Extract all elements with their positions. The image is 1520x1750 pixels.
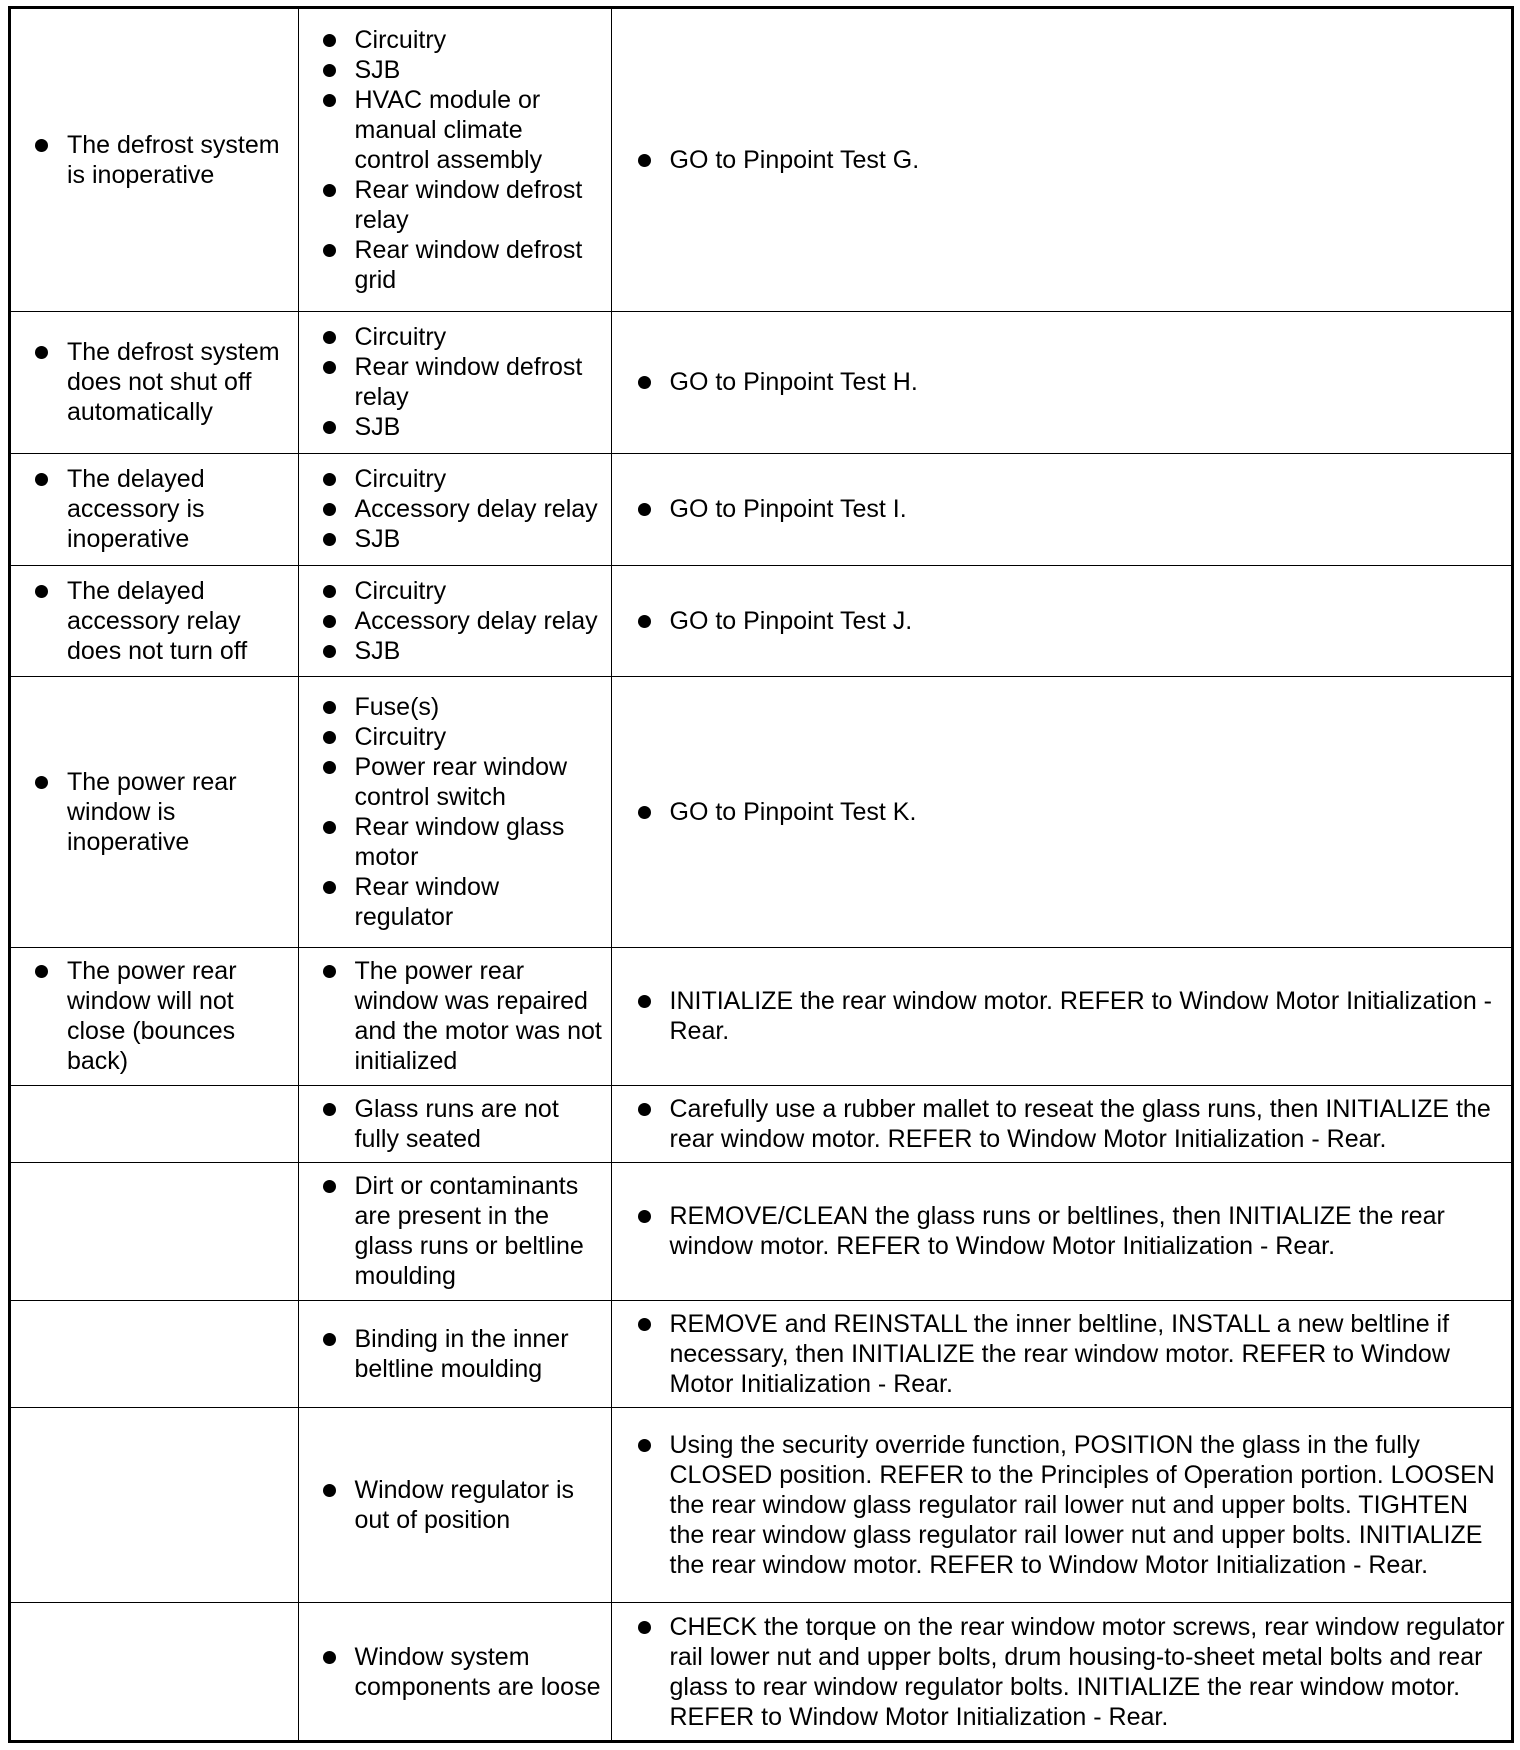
table-row	[11, 1300, 1511, 1407]
action-cell	[611, 1407, 1511, 1602]
causes-item: Rear window defrost relay	[323, 175, 605, 235]
causes-item: Circuitry	[323, 722, 605, 752]
condition-cell	[11, 9, 298, 312]
action-list	[638, 797, 1506, 827]
causes-list	[323, 1094, 605, 1154]
action-list	[638, 367, 1506, 397]
action-cell	[611, 1300, 1511, 1407]
causes-item: SJB	[323, 524, 605, 554]
causes-cell	[298, 1162, 611, 1300]
causes-list	[323, 1642, 605, 1702]
condition-cell	[11, 1162, 298, 1300]
table-row	[11, 566, 1511, 677]
condition-list	[35, 956, 292, 1076]
condition-cell	[11, 1085, 298, 1162]
action-cell	[611, 9, 1511, 312]
causes-list	[323, 25, 605, 295]
causes-list	[323, 1171, 605, 1291]
causes-item: Accessory delay relay	[323, 494, 605, 524]
causes-cell	[298, 9, 611, 312]
action-list	[638, 1201, 1506, 1261]
condition-cell	[11, 1300, 298, 1407]
action-cell	[611, 312, 1511, 453]
condition-item: The power rear window will not close (bounces back)	[35, 956, 292, 1076]
action-item: Carefully use a rubber mallet to reseat the glass runs, then INITIALIZE the rear window motor. REFER to Window Motor Initialization - Rear.	[638, 1094, 1506, 1154]
causes-item: Window system components are loose	[323, 1642, 605, 1702]
action-list	[638, 145, 1506, 175]
action-item: Using the security override function, POSITION the glass in the fully CLOSED position. REFER to the Principles of Operation portion. LOOSEN the rear window glass regulator rail lower nut and upper bolts. TIGHTEN the rear window glass regulator rail lower nut and upper bolts. INITIALIZE the rear window motor. REFER to Window Motor Initialization - Rear.	[638, 1430, 1506, 1580]
action-cell	[611, 453, 1511, 566]
action-item: GO to Pinpoint Test I.	[638, 494, 1506, 524]
condition-cell	[11, 1407, 298, 1602]
action-cell	[611, 947, 1511, 1085]
causes-item: Window regulator is out of position	[323, 1475, 605, 1535]
causes-item: Rear window regulator	[323, 872, 605, 932]
condition-cell	[11, 566, 298, 677]
causes-list	[323, 576, 605, 666]
condition-cell	[11, 677, 298, 947]
causes-list	[323, 956, 605, 1076]
table-row	[11, 312, 1511, 453]
causes-item: Binding in the inner beltline moulding	[323, 1324, 605, 1384]
causes-item: Circuitry	[323, 464, 605, 494]
causes-item: Rear window glass motor	[323, 812, 605, 872]
action-list	[638, 1309, 1506, 1399]
causes-item: SJB	[323, 412, 605, 442]
table-row	[11, 453, 1511, 566]
diagnostic-table-container	[8, 6, 1514, 1743]
condition-item: The delayed accessory relay does not turn off	[35, 576, 292, 666]
action-item: INITIALIZE the rear window motor. REFER to Window Motor Initialization - Rear.	[638, 986, 1506, 1046]
table-row	[11, 1603, 1511, 1740]
causes-item: Accessory delay relay	[323, 606, 605, 636]
action-list	[638, 606, 1506, 636]
causes-item: The power rear window was repaired and the motor was not initialized	[323, 956, 605, 1076]
condition-cell	[11, 1603, 298, 1740]
action-item: GO to Pinpoint Test J.	[638, 606, 1506, 636]
condition-cell	[11, 453, 298, 566]
causes-cell	[298, 1603, 611, 1740]
causes-list	[323, 1475, 605, 1535]
causes-list	[323, 464, 605, 554]
table-row	[11, 1085, 1511, 1162]
symptom-chart-body	[11, 9, 1511, 1740]
action-cell	[611, 1603, 1511, 1740]
causes-item: Power rear window control switch	[323, 752, 605, 812]
action-list	[638, 1094, 1506, 1154]
causes-item: Circuitry	[323, 25, 605, 55]
causes-cell	[298, 1085, 611, 1162]
causes-item: Fuse(s)	[323, 692, 605, 722]
causes-item: Rear window defrost grid	[323, 235, 605, 295]
action-item: GO to Pinpoint Test H.	[638, 367, 1506, 397]
table-row	[11, 1162, 1511, 1300]
condition-item: The defrost system is inoperative	[35, 130, 292, 190]
condition-list	[35, 337, 292, 427]
causes-item: Rear window defrost relay	[323, 352, 605, 412]
causes-item: Glass runs are not fully seated	[323, 1094, 605, 1154]
table-row	[11, 947, 1511, 1085]
action-item: GO to Pinpoint Test G.	[638, 145, 1506, 175]
causes-item: Dirt or contaminants are present in the glass runs or beltline moulding	[323, 1171, 605, 1291]
condition-cell	[11, 312, 298, 453]
causes-cell	[298, 677, 611, 947]
condition-item: The delayed accessory is inoperative	[35, 464, 292, 554]
condition-item: The defrost system does not shut off automatically	[35, 337, 292, 427]
action-list	[638, 1612, 1506, 1732]
condition-list	[35, 767, 292, 857]
action-list	[638, 986, 1506, 1046]
causes-list	[323, 692, 605, 932]
action-item: GO to Pinpoint Test K.	[638, 797, 1506, 827]
action-list	[638, 1430, 1506, 1580]
action-item: CHECK the torque on the rear window motor screws, rear window regulator rail lower nut and upper bolts, drum housing-to-sheet metal bolts and rear glass to rear window regulator bolts. INITIALIZE the rear window motor. REFER to Window Motor Initialization - Rear.	[638, 1612, 1506, 1732]
causes-cell	[298, 566, 611, 677]
causes-cell	[298, 947, 611, 1085]
causes-item: SJB	[323, 55, 605, 85]
action-cell	[611, 566, 1511, 677]
causes-item: Circuitry	[323, 576, 605, 606]
condition-item: The power rear window is inoperative	[35, 767, 292, 857]
causes-item: Circuitry	[323, 322, 605, 352]
condition-list	[35, 464, 292, 554]
table-row	[11, 1407, 1511, 1602]
action-cell	[611, 1085, 1511, 1162]
causes-item: HVAC module or manual climate control assembly	[323, 85, 605, 175]
condition-list	[35, 576, 292, 666]
causes-cell	[298, 1407, 611, 1602]
action-item: REMOVE and REINSTALL the inner beltline, INSTALL a new beltline if necessary, then INITIALIZE the rear window motor. REFER to Window Motor Initialization - Rear.	[638, 1309, 1506, 1399]
causes-list	[323, 1324, 605, 1384]
action-list	[638, 494, 1506, 524]
causes-item: SJB	[323, 636, 605, 666]
action-cell	[611, 1162, 1511, 1300]
causes-cell	[298, 453, 611, 566]
action-cell	[611, 677, 1511, 947]
causes-list	[323, 322, 605, 442]
table-row	[11, 9, 1511, 312]
condition-list	[35, 130, 292, 190]
action-item: REMOVE/CLEAN the glass runs or beltlines, then INITIALIZE the rear window motor. REFER to Window Motor Initialization - Rear.	[638, 1201, 1506, 1261]
symptom-chart-table	[11, 9, 1511, 1740]
causes-cell	[298, 312, 611, 453]
condition-cell	[11, 947, 298, 1085]
table-row	[11, 677, 1511, 947]
causes-cell	[298, 1300, 611, 1407]
